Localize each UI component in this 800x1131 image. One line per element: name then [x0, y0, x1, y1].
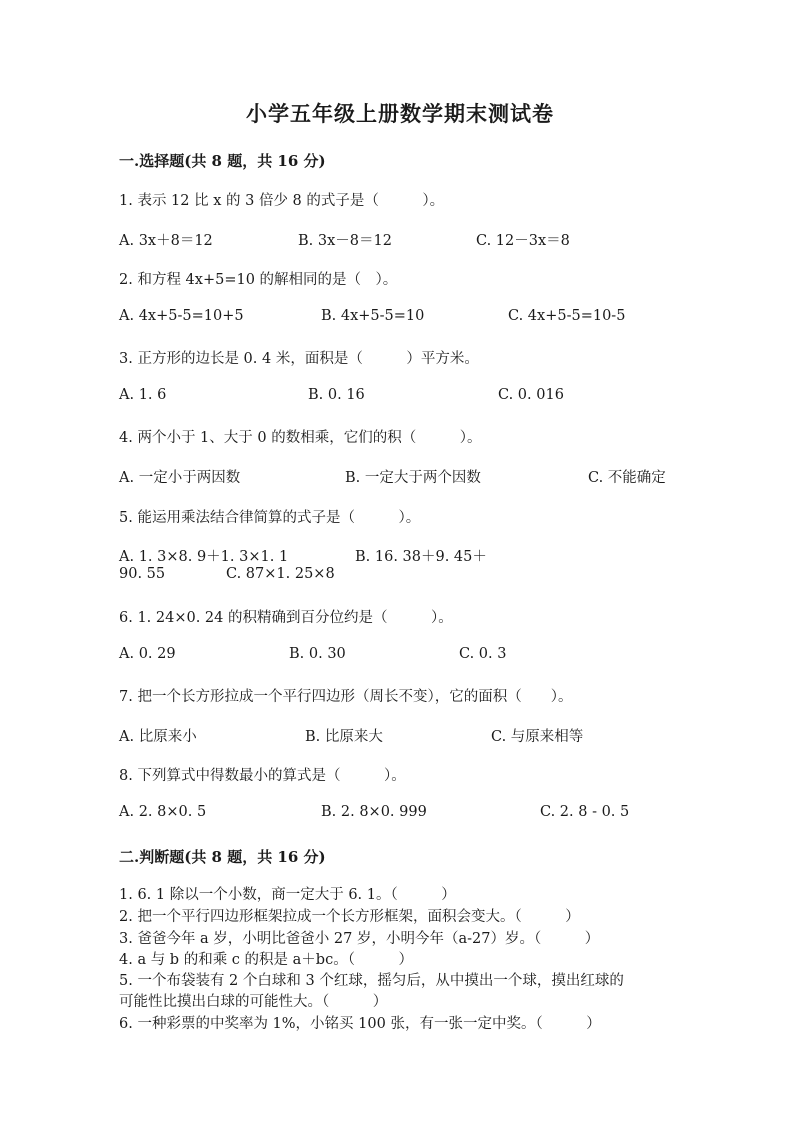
- option-1c: C. 12－3x＝8: [476, 233, 570, 249]
- option-2c: C. 4x+5-5=10-5: [508, 308, 626, 324]
- question-6: 6. 1. 24×0. 24 的积精确到百分位约是（ ）。: [119, 610, 453, 626]
- option-7a: A. 比原来小: [119, 729, 197, 745]
- option-6c: C. 0. 3: [459, 646, 507, 662]
- judge-line-2: 2. 把一个平行四边形框架拉成一个长方形框架，面积会变大。（ ）: [119, 909, 580, 925]
- section-heading-judge: 二.判断题(共 8 题，共 16 分): [119, 848, 326, 866]
- option-7c: C. 与原来相等: [491, 729, 584, 745]
- option-1b: B. 3x－8＝12: [298, 233, 392, 249]
- question-2: 2. 和方程 4x+5=10 的解相同的是（ ）。: [119, 272, 398, 288]
- option-4a: A. 一定小于两因数: [119, 470, 241, 486]
- option-8b: B. 2. 8×0. 999: [321, 804, 427, 820]
- option-6a: A. 0. 29: [119, 646, 176, 662]
- judge-line-1: 1. 6. 1 除以一个小数，商一定大于 6. 1。（ ）: [119, 887, 456, 903]
- option-8a: A. 2. 8×0. 5: [119, 804, 207, 820]
- option-3b: B. 0. 16: [308, 387, 365, 403]
- judge-line-6: 6. 一种彩票的中奖率为 1%，小铭买 100 张，有一张一定中奖。（ ）: [119, 1016, 601, 1032]
- question-5: 5. 能运用乘法结合律简算的式子是（ ）。: [119, 510, 421, 526]
- option-5b: B. 16. 38＋9. 45＋: [355, 549, 487, 565]
- question-1: 1. 表示 12 比 x 的 3 倍少 8 的式子是（ ）。: [119, 193, 445, 209]
- option-1a: A. 3x＋8＝12: [119, 233, 213, 249]
- judge-line-5: 5. 一个布袋装有 2 个白球和 3 个红球，摇匀后，从中摸出一个球，摸出红球的: [119, 973, 624, 989]
- option-3c: C. 0. 016: [498, 387, 564, 403]
- option-3a: A. 1. 6: [119, 387, 167, 403]
- option-5c: C. 87×1. 25×8: [226, 566, 335, 582]
- question-8: 8. 下列算式中得数最小的算式是（ ）。: [119, 768, 406, 784]
- option-4b: B. 一定大于两个因数: [345, 470, 481, 486]
- question-3: 3. 正方形的边长是 0. 4 米，面积是（ ）平方米。: [119, 351, 479, 367]
- option-6b: B. 0. 30: [289, 646, 346, 662]
- judge-line-3: 3. 爸爸今年 a 岁，小明比爸爸小 27 岁，小明今年（a-27）岁。（ ）: [119, 931, 600, 947]
- judge-line-4: 4. a 与 b 的和乘 c 的积是 a＋bc。（ ）: [119, 952, 413, 968]
- judge-line-5-continued: 可能性比摸出白球的可能性大。（ ）: [119, 994, 388, 1010]
- option-5a: A. 1. 3×8. 9＋1. 3×1. 1: [119, 549, 289, 565]
- option-7b: B. 比原来大: [305, 729, 383, 745]
- page-title: 小学五年级上册数学期末测试卷: [246, 101, 554, 126]
- question-7: 7. 把一个长方形拉成一个平行四边形（周长不变），它的面积（ ）。: [119, 689, 573, 705]
- question-4: 4. 两个小于 1、大于 0 的数相乘，它们的积（ ）。: [119, 430, 482, 446]
- option-5b-continued: 90. 55: [119, 566, 166, 582]
- option-2b: B. 4x+5-5=10: [321, 308, 425, 324]
- option-8c: C. 2. 8 - 0. 5: [540, 804, 630, 820]
- option-2a: A. 4x+5-5=10+5: [119, 308, 244, 324]
- option-4c: C. 不能确定: [588, 470, 666, 486]
- section-heading-choice: 一.选择题(共 8 题，共 16 分): [119, 152, 326, 170]
